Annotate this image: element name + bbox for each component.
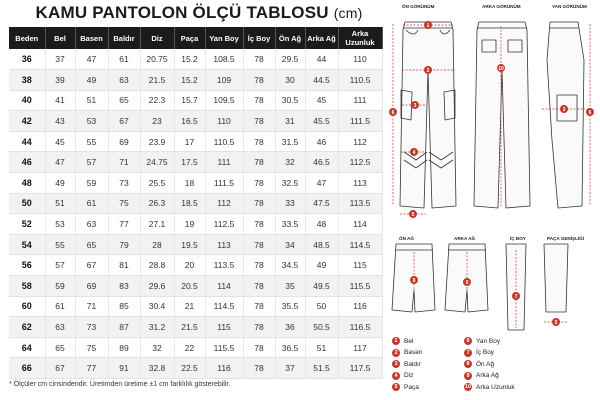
- table-row: [9, 111, 382, 132]
- column-header: Arka Uzunluk: [338, 27, 382, 49]
- table-row: [9, 296, 382, 317]
- table-cell: 32: [275, 152, 305, 173]
- table-cell: 113: [205, 234, 243, 255]
- size-cell: 36: [9, 49, 45, 70]
- table-cell: 47: [45, 152, 75, 173]
- table-cell: 37: [45, 49, 75, 70]
- label-inseam: İÇ BOY: [510, 236, 526, 241]
- table-cell: 71: [108, 152, 140, 173]
- column-header: Diz: [140, 27, 174, 49]
- table-cell: 30.4: [140, 296, 174, 317]
- table-cell: 69: [108, 131, 140, 152]
- legend-number: 2: [392, 349, 400, 357]
- table-row: [9, 90, 382, 111]
- label-hem-width: PAÇA GENİŞLİĞİ: [547, 236, 585, 241]
- size-cell: 48: [9, 173, 45, 194]
- table-cell: 67: [108, 111, 140, 132]
- table-cell: 50: [305, 296, 338, 317]
- table-cell: 22.5: [174, 358, 205, 379]
- legend-label: Arka Uzunluk: [476, 383, 515, 391]
- table-cell: 22: [174, 337, 205, 358]
- table-row: [9, 70, 382, 91]
- svg-text:5: 5: [411, 212, 415, 218]
- legend-label: Baldır: [404, 360, 421, 368]
- legend-item: [464, 372, 499, 380]
- table-cell: 39: [45, 70, 75, 91]
- table-cell: 36: [275, 317, 305, 338]
- table-cell: 115.5: [338, 276, 382, 297]
- table-cell: 78: [243, 337, 275, 358]
- table-cell: 45: [305, 90, 338, 111]
- size-cell: 44: [9, 131, 45, 152]
- table-cell: 47: [305, 173, 338, 194]
- table-cell: 78: [243, 111, 275, 132]
- table-cell: 35.5: [275, 296, 305, 317]
- table-cell: 28.8: [140, 255, 174, 276]
- table-cell: 111: [205, 152, 243, 173]
- table-cell: 73: [75, 317, 108, 338]
- table-cell: 81: [108, 255, 140, 276]
- table-cell: 108.5: [205, 49, 243, 70]
- table-cell: 34.5: [275, 255, 305, 276]
- table-cell: 113.5: [338, 193, 382, 214]
- table-cell: 48: [305, 214, 338, 235]
- table-cell: 77: [75, 358, 108, 379]
- size-cell: 38: [9, 70, 45, 91]
- table-cell: 23: [140, 111, 174, 132]
- table-cell: 18.5: [174, 193, 205, 214]
- table-row: [9, 276, 382, 297]
- svg-text:5: 5: [554, 320, 558, 326]
- column-header: Baldır: [108, 27, 140, 49]
- table-cell: 78: [243, 70, 275, 91]
- svg-text:3: 3: [413, 103, 417, 109]
- table-cell: 29.6: [140, 276, 174, 297]
- table-cell: 78: [243, 131, 275, 152]
- table-cell: 17: [174, 131, 205, 152]
- size-cell: 62: [9, 317, 45, 338]
- legend-label: Ön Ağ: [476, 360, 495, 368]
- table-cell: 78: [243, 90, 275, 111]
- table-cell: 63: [45, 317, 75, 338]
- table-cell: 114: [205, 276, 243, 297]
- legend-number: 1: [392, 337, 400, 345]
- table-cell: 20: [174, 255, 205, 276]
- table-cell: 115: [338, 255, 382, 276]
- side-view-sketch: [547, 22, 584, 208]
- table-cell: 75: [75, 337, 108, 358]
- footnote: * Ölçüler cm cinsindendir. Üretimden üretime ±1 cm farklılık gösterebilir.: [9, 381, 231, 388]
- table-cell: 51: [305, 337, 338, 358]
- table-cell: 15.2: [174, 70, 205, 91]
- table-cell: 87: [108, 317, 140, 338]
- measurement-diagram: [382, 0, 600, 400]
- table-cell: 78: [243, 173, 275, 194]
- table-cell: 65: [75, 234, 108, 255]
- table-cell: 110: [205, 111, 243, 132]
- table-cell: 49: [75, 70, 108, 91]
- table-cell: 78: [243, 296, 275, 317]
- table-row: [9, 337, 382, 358]
- size-cell: 50: [9, 193, 45, 214]
- label-back-rise: ARKA AĞ: [454, 236, 476, 241]
- legend-label: Paça: [404, 383, 419, 391]
- table-row: [9, 49, 382, 70]
- table-cell: 110: [338, 49, 382, 70]
- svg-text:6: 6: [588, 110, 592, 116]
- svg-text:7: 7: [514, 294, 518, 300]
- table-cell: 113.5: [205, 255, 243, 276]
- table-row: [9, 358, 382, 379]
- hem-width-sketch: [544, 244, 568, 312]
- table-cell: 114: [338, 214, 382, 235]
- table-cell: 78: [243, 193, 275, 214]
- legend-item: [464, 383, 515, 391]
- table-cell: 67: [45, 358, 75, 379]
- size-cell: 46: [9, 152, 45, 173]
- table-row: [9, 255, 382, 276]
- table-cell: 34: [275, 234, 305, 255]
- table-cell: 46.5: [305, 152, 338, 173]
- legend-item: [392, 337, 413, 345]
- legend-label: Bel: [404, 337, 414, 345]
- table-cell: 69: [75, 276, 108, 297]
- legend-number: 6: [464, 337, 472, 345]
- legend-label: İç Boy: [476, 349, 495, 356]
- table-cell: 28: [140, 234, 174, 255]
- size-cell: 58: [9, 276, 45, 297]
- legend-number: 7: [464, 349, 472, 357]
- table-cell: 32: [140, 337, 174, 358]
- legend-number: 8: [464, 360, 472, 368]
- column-header: Ön Ağ: [275, 27, 305, 49]
- table-cell: 111.5: [205, 173, 243, 194]
- table-cell: 57: [45, 255, 75, 276]
- table-cell: 116: [205, 358, 243, 379]
- table-cell: 79: [108, 234, 140, 255]
- table-cell: 114.5: [338, 234, 382, 255]
- table-cell: 21: [174, 296, 205, 317]
- table-cell: 78: [243, 276, 275, 297]
- table-cell: 61: [108, 49, 140, 70]
- table-cell: 65: [45, 337, 75, 358]
- title-unit: (cm): [333, 5, 363, 21]
- table-cell: 51: [75, 90, 108, 111]
- size-cell: 52: [9, 214, 45, 235]
- page-title: [34, 3, 364, 23]
- table-cell: 45: [45, 131, 75, 152]
- table-cell: 43: [45, 111, 75, 132]
- table-cell: 51: [45, 193, 75, 214]
- size-cell: 66: [9, 358, 45, 379]
- table-cell: 78: [243, 358, 275, 379]
- table-cell: 115.5: [205, 337, 243, 358]
- table-cell: 61: [75, 193, 108, 214]
- table-cell: 37: [275, 358, 305, 379]
- table-cell: 30: [275, 70, 305, 91]
- legend-number: 9: [464, 372, 472, 380]
- table-cell: 78: [243, 214, 275, 235]
- table-cell: 116.5: [338, 317, 382, 338]
- title-main: KAMU PANTOLON ÖLÇÜ TABLOSU: [35, 3, 329, 22]
- size-cell: 64: [9, 337, 45, 358]
- table-cell: 114.5: [205, 296, 243, 317]
- back-rise-sketch: [445, 244, 488, 312]
- size-table: [9, 27, 383, 379]
- table-row: [9, 234, 382, 255]
- table-cell: 24.75: [140, 152, 174, 173]
- legend-label: Diz: [404, 372, 414, 379]
- table-row: [9, 193, 382, 214]
- size-cell: 60: [9, 296, 45, 317]
- back-view-sketch: [474, 22, 530, 208]
- table-cell: 30.5: [275, 90, 305, 111]
- table-cell: 116: [338, 296, 382, 317]
- table-cell: 78: [243, 234, 275, 255]
- table-cell: 89: [108, 337, 140, 358]
- table-cell: 55: [45, 234, 75, 255]
- legend-item: [464, 349, 494, 357]
- table-cell: 33: [275, 193, 305, 214]
- label-back-view: ARKA GÖRÜNÜM: [482, 4, 521, 9]
- table-cell: 31: [275, 111, 305, 132]
- legend-item: [392, 349, 422, 357]
- label-front-view: ÖN GÖRÜNÜM: [402, 4, 435, 9]
- legend-label: Basen: [404, 349, 423, 356]
- table-cell: 115: [205, 317, 243, 338]
- table-cell: 111.5: [338, 111, 382, 132]
- table-cell: 78: [243, 152, 275, 173]
- svg-text:9: 9: [465, 280, 469, 286]
- table-cell: 112.5: [205, 214, 243, 235]
- table-cell: 53: [45, 214, 75, 235]
- legend-number: 3: [392, 360, 400, 368]
- legend-item: [464, 360, 494, 368]
- table-cell: 73: [108, 173, 140, 194]
- label-front-rise: ÖN AĞ: [399, 236, 414, 241]
- table-cell: 47.5: [305, 193, 338, 214]
- column-header: Arka Ağ: [305, 27, 338, 49]
- table-cell: 78: [243, 255, 275, 276]
- table-cell: 117.5: [338, 358, 382, 379]
- table-header-row: [9, 27, 382, 49]
- table-cell: 50.5: [305, 317, 338, 338]
- table-cell: 49: [305, 255, 338, 276]
- legend-item: [392, 360, 421, 368]
- table-row: [9, 152, 382, 173]
- table-cell: 78: [243, 317, 275, 338]
- size-cell: 54: [9, 234, 45, 255]
- table-row: [9, 131, 382, 152]
- table-cell: 26.3: [140, 193, 174, 214]
- legend-label: Yan Boy: [476, 337, 501, 345]
- table-cell: 75: [108, 193, 140, 214]
- table-cell: 85: [108, 296, 140, 317]
- table-cell: 31.2: [140, 317, 174, 338]
- svg-text:6: 6: [391, 110, 395, 116]
- column-header: Beden: [9, 27, 45, 49]
- table-cell: 71: [75, 296, 108, 317]
- label-side-view: YAN GÖRÜNÜM: [552, 4, 587, 9]
- legend-item: [464, 337, 500, 345]
- front-view-sketch: [400, 22, 456, 208]
- table-row: [9, 173, 382, 194]
- table-cell: 17.5: [174, 152, 205, 173]
- table-cell: 45.5: [305, 111, 338, 132]
- svg-text:3: 3: [562, 107, 566, 113]
- table-cell: 77: [108, 214, 140, 235]
- column-header: Paça: [174, 27, 205, 49]
- table-cell: 46: [305, 131, 338, 152]
- table-cell: 44: [305, 49, 338, 70]
- table-cell: 29.5: [275, 49, 305, 70]
- table-cell: 20.5: [174, 276, 205, 297]
- table-cell: 63: [108, 70, 140, 91]
- table-cell: 63: [75, 214, 108, 235]
- table-cell: 47: [75, 49, 108, 70]
- table-cell: 111: [338, 90, 382, 111]
- legend-item: [392, 383, 419, 391]
- table-cell: 33.5: [275, 214, 305, 235]
- table-cell: 19.5: [174, 234, 205, 255]
- legend-number: 4: [392, 372, 400, 380]
- column-header: Basen: [75, 27, 108, 49]
- table-cell: 112: [338, 131, 382, 152]
- table-cell: 32.5: [275, 173, 305, 194]
- column-header: İç Boy: [243, 27, 275, 49]
- legend-item: [392, 372, 413, 380]
- table-cell: 27.1: [140, 214, 174, 235]
- table-cell: 109.5: [205, 90, 243, 111]
- legend-number: 10: [464, 384, 472, 390]
- table-cell: 91: [108, 358, 140, 379]
- table-cell: 112: [205, 193, 243, 214]
- svg-text:10: 10: [498, 66, 504, 72]
- table-cell: 57: [75, 152, 108, 173]
- table-cell: 49.5: [305, 276, 338, 297]
- table-cell: 109: [205, 70, 243, 91]
- column-header: Bel: [45, 27, 75, 49]
- table-cell: 25.5: [140, 173, 174, 194]
- table-cell: 59: [45, 276, 75, 297]
- table-cell: 18: [174, 173, 205, 194]
- table-cell: 110.5: [205, 131, 243, 152]
- table-row: [9, 214, 382, 235]
- table-cell: 15.7: [174, 90, 205, 111]
- table-cell: 31.5: [275, 131, 305, 152]
- table-cell: 21.5: [140, 70, 174, 91]
- svg-text:8: 8: [412, 278, 416, 284]
- table-cell: 117: [338, 337, 382, 358]
- svg-text:2: 2: [426, 68, 430, 74]
- table-cell: 110.5: [338, 70, 382, 91]
- table-cell: 44.5: [305, 70, 338, 91]
- table-cell: 32.8: [140, 358, 174, 379]
- table-cell: 19: [174, 214, 205, 235]
- table-cell: 61: [45, 296, 75, 317]
- table-cell: 41: [45, 90, 75, 111]
- table-cell: 78: [243, 49, 275, 70]
- table-body: [9, 49, 382, 379]
- legend-label: Arka Ağ: [476, 372, 499, 379]
- svg-text:1: 1: [426, 23, 430, 29]
- table-cell: 21.5: [174, 317, 205, 338]
- table-cell: 15.2: [174, 49, 205, 70]
- table-cell: 23.9: [140, 131, 174, 152]
- column-header: Yan Boy: [205, 27, 243, 49]
- size-cell: 40: [9, 90, 45, 111]
- table-cell: 20.75: [140, 49, 174, 70]
- table-cell: 65: [108, 90, 140, 111]
- table-cell: 36.5: [275, 337, 305, 358]
- table-cell: 48.5: [305, 234, 338, 255]
- table-cell: 67: [75, 255, 108, 276]
- table-cell: 112.5: [338, 152, 382, 173]
- svg-text:4: 4: [412, 150, 416, 156]
- size-cell: 42: [9, 111, 45, 132]
- table-cell: 16.5: [174, 111, 205, 132]
- size-cell: 56: [9, 255, 45, 276]
- table-cell: 55: [75, 131, 108, 152]
- legend-number: 5: [392, 383, 400, 391]
- table-row: [9, 317, 382, 338]
- table-cell: 35: [275, 276, 305, 297]
- table-cell: 83: [108, 276, 140, 297]
- table-cell: 22.3: [140, 90, 174, 111]
- table-cell: 113: [338, 173, 382, 194]
- table-cell: 53: [75, 111, 108, 132]
- table-cell: 59: [75, 173, 108, 194]
- table-cell: 51.5: [305, 358, 338, 379]
- table-cell: 49: [45, 173, 75, 194]
